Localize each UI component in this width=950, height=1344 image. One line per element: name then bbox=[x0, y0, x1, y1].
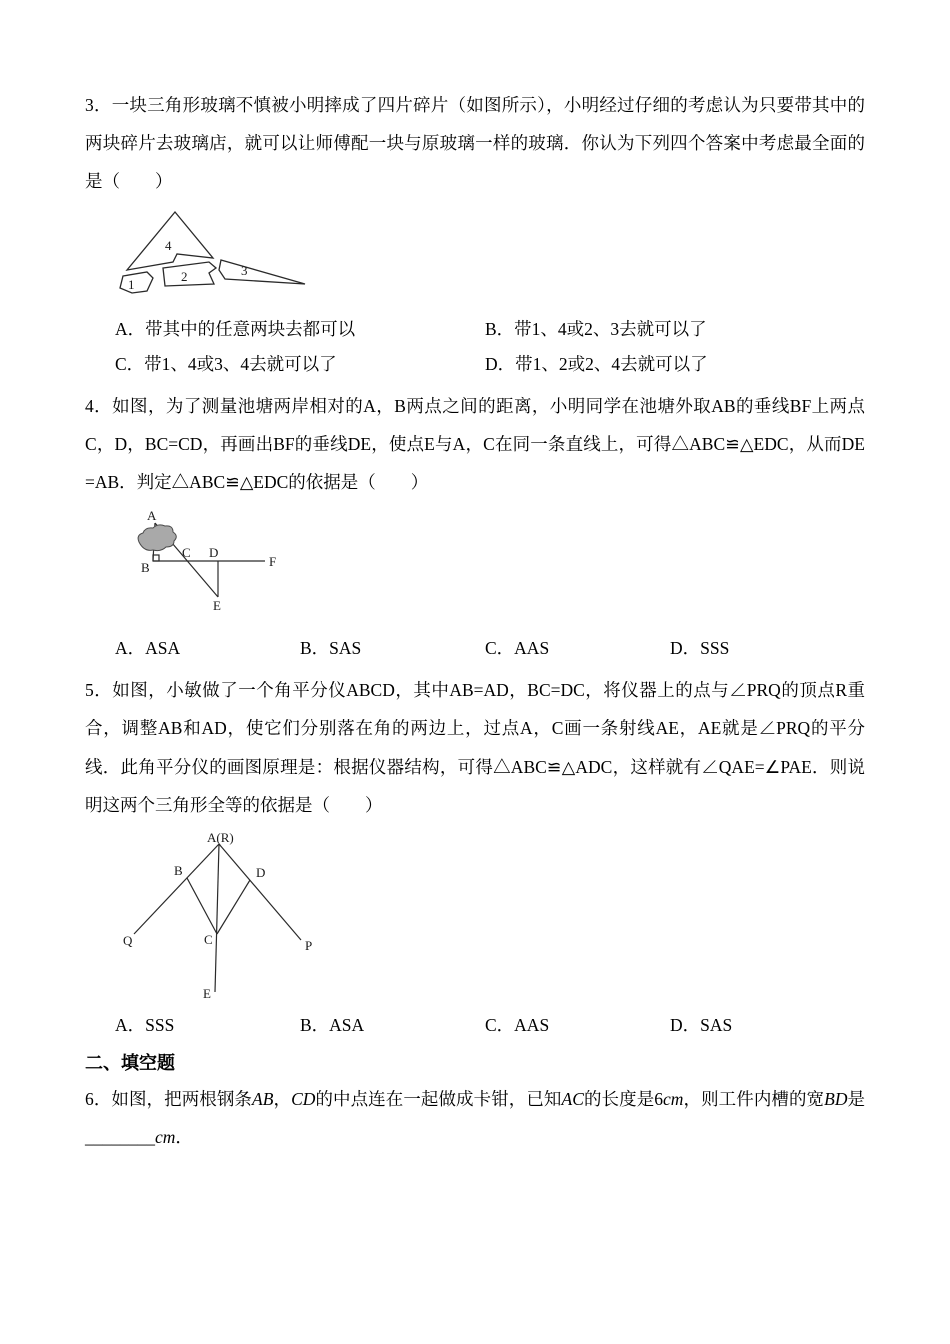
point-B-label: B bbox=[174, 862, 183, 878]
question-4-figure bbox=[113, 509, 865, 627]
q4-option-d: D．SSS bbox=[670, 638, 730, 659]
point-P-label: P bbox=[305, 937, 313, 953]
glass-piece-4-label: 4 bbox=[165, 238, 172, 254]
point-E-label: E bbox=[213, 598, 221, 614]
question-4-options-row bbox=[115, 631, 865, 665]
point-D-label: D bbox=[209, 545, 219, 561]
question-3-options-row-2 bbox=[115, 347, 865, 381]
point-E-label: E bbox=[203, 985, 211, 1001]
q5-option-d: D．SAS bbox=[670, 1014, 733, 1035]
q5-option-c: C．AAS bbox=[485, 1014, 550, 1035]
glass-piece-2-shape bbox=[163, 262, 216, 286]
glass-piece-3-label: 3 bbox=[241, 263, 248, 279]
question-4-text: 4．如图，为了测量池塘两岸相对的A，B两点之间的距离，小明同学在池塘外取AB的垂线BF上两点C，D，BC=CD，再画出BF的垂线DE，使点E与A，C在同一条直线上，可得△ABC≌△EDC，从而DE=AB．判定△ABC≌△EDC的依据是（ ） bbox=[85, 395, 865, 492]
q3-option-c: C．带1、4或3、4去就可以了 bbox=[115, 353, 337, 374]
point-C-label: C bbox=[182, 545, 191, 561]
q4-option-c: C．AAS bbox=[485, 638, 550, 659]
point-D-label: D bbox=[256, 864, 266, 880]
glass-piece-1-shape bbox=[120, 272, 153, 293]
glass-piece-1-label: 1 bbox=[128, 277, 135, 293]
pond-shape bbox=[138, 525, 176, 551]
point-Q-label: Q bbox=[123, 932, 133, 948]
q3-option-d: D．带1、2或2、4去就可以了 bbox=[485, 353, 708, 374]
right-angle-mark bbox=[153, 555, 159, 561]
point-F-label: F bbox=[269, 554, 277, 570]
point-A-label: A bbox=[147, 509, 157, 524]
q4-option-a: A．ASA bbox=[115, 638, 181, 659]
angle-bisector-instrument-figure bbox=[119, 832, 329, 1004]
section-2-title: 二、填空题 bbox=[85, 1052, 175, 1073]
question-6-text: 6．如图，把两根钢条AB，CD的中点连在一起做成卡钳，已知AC的长度是6cm，则工件内槽的宽BD是 ________cm． bbox=[85, 1089, 866, 1148]
question-5-figure bbox=[119, 832, 865, 1004]
point-C-label: C bbox=[204, 931, 213, 947]
q4-option-b: B．SAS bbox=[300, 638, 362, 659]
pond-measure-figure bbox=[113, 509, 293, 627]
point-B-label: B bbox=[141, 560, 150, 576]
broken-glass-figure bbox=[113, 208, 328, 308]
question-5-text: 5．如图，小敏做了一个角平分仪ABCD，其中AB=AD，BC=DC，将仪器上的点与∠PRQ的顶点R重合，调整AB和AD，使它们分别落在角的两边上，过点A，C画一条射线AE，AE就是∠PRQ的平分线．此角平分仪的画图原理是：根据仪器结构，可得△ABC≌△ADC，这样就有∠QAE=∠PAE．则说明这两个三角形全等的依据是（ ） bbox=[85, 680, 865, 815]
glass-piece-3-shape bbox=[219, 260, 305, 284]
q5-option-b: B．ASA bbox=[300, 1014, 365, 1035]
point-AR-label: A(R) bbox=[207, 831, 234, 845]
q5-option-a: A．SSS bbox=[115, 1014, 175, 1035]
glass-piece-2-label: 2 bbox=[181, 269, 188, 285]
question-3-text: 3．一块三角形玻璃不慎被小明摔成了四片碎片（如图所示），小明经过仔细的考虑认为只要带其中的两块碎片去玻璃店，就可以让师傅配一块与原玻璃一样的玻璃．你认为下列四个答案中考虑最全面的是（ ） bbox=[85, 95, 865, 192]
q3-option-b: B．带1、4或2、3去就可以了 bbox=[485, 319, 707, 340]
question-5-options-row bbox=[115, 1008, 865, 1042]
question-3-options-row-1 bbox=[115, 312, 865, 346]
question-3-figure bbox=[113, 208, 865, 308]
q3-option-a: A．带其中的任意两块去都可以 bbox=[115, 319, 356, 340]
